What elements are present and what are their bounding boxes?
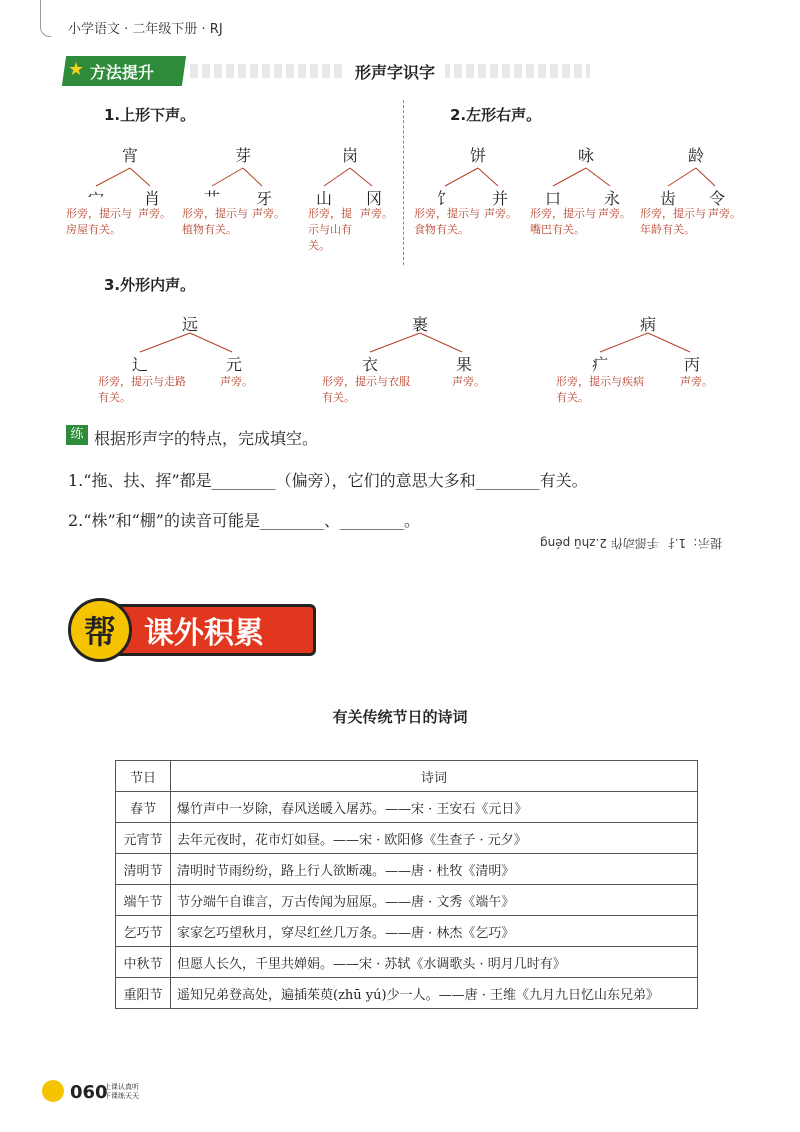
method-badge-label: 方法提升 [90, 62, 155, 82]
char-radical: 饣 [437, 189, 454, 208]
extra-banner [104, 604, 316, 656]
radical-note: 形旁，提示与嘴巴有关。 [530, 207, 596, 236]
radical-note: 形旁，提示与植物有关。 [182, 207, 248, 236]
table-row [116, 947, 698, 978]
char-radical: 辶 [132, 355, 149, 374]
char-main: 岗 [342, 146, 359, 165]
table-row [116, 978, 698, 1009]
festival-cell: 端午节 [116, 885, 171, 916]
poem-cell: 清明时节雨纷纷，路上行人欲断魂。——唐 · 杜牧《清明》 [171, 854, 698, 885]
phonetic-note: 声旁。 [360, 207, 393, 220]
festival-cell: 春节 [116, 792, 171, 823]
char-phonetic: 冈 [366, 189, 383, 208]
phonetic-note: 声旁。 [708, 207, 741, 220]
radical-note: 形旁，提示与衣服有关。 [322, 375, 410, 404]
phonetic-note: 声旁。 [220, 375, 253, 388]
practice-tag: 练 [66, 425, 88, 445]
phonetic-note: 声旁。 [138, 207, 171, 220]
radical-note: 形旁，提示与房屋有关。 [66, 207, 132, 236]
question-1: 1.“拖、扶、挥”都是________（偏旁），它们的意思大多和________有关。 [68, 471, 588, 490]
question-2: 2.“株”和“棚”的读音可能是________、________。 [68, 511, 420, 530]
extra-banner-label: 课外积累 [144, 616, 264, 651]
char-phonetic: 令 [709, 189, 726, 208]
char-main: 芽 [235, 146, 252, 165]
poem-cell: 但愿人长久，千里共婵娟。——宋 · 苏轼《水调歌头 · 明月几时有》 [171, 947, 698, 978]
char-radical: 宀 [88, 189, 105, 208]
char-radical: 口 [545, 189, 562, 208]
radical-note: 形旁，提示与食物有关。 [414, 207, 480, 236]
col-festival: 节日 [116, 761, 171, 792]
char-radical: 齿 [660, 189, 677, 208]
char-main: 裹 [412, 315, 429, 334]
char-phonetic: 元 [226, 355, 243, 374]
festival-cell: 重阳节 [116, 978, 171, 1009]
table-row [116, 854, 698, 885]
col-poem: 诗词 [171, 761, 698, 792]
poems-table [115, 760, 698, 1009]
footer-slogan [104, 1083, 139, 1101]
char-phonetic: 并 [492, 189, 509, 208]
poem-cell: 爆竹声中一岁除，春风送暖入屠苏。——宋 · 王安石《元日》 [171, 792, 698, 823]
phonetic-note: 声旁。 [680, 375, 713, 388]
table-row [116, 792, 698, 823]
poem-cell: 家家乞巧望秋月，穿尽红丝几万条。——唐 · 林杰《乞巧》 [171, 916, 698, 947]
phonetic-note: 声旁。 [598, 207, 631, 220]
page-number: 060 [70, 1082, 108, 1103]
char-phonetic: 永 [604, 189, 621, 208]
phonetic-note: 声旁。 [452, 375, 485, 388]
method-title: 形声字识字 [345, 58, 445, 85]
page-header: 小学语文 · 二年级下册 · RJ [68, 22, 223, 37]
char-main: 病 [640, 315, 657, 334]
table-header-row [116, 761, 698, 792]
poems-title: 有关传统节日的诗词 [332, 708, 468, 726]
char-main: 宵 [122, 146, 139, 165]
radical-note: 形旁，提示与年龄有关。 [640, 207, 706, 236]
extra-circle: 帮 [68, 598, 132, 662]
poem-cell: 节分端午自谁言，万古传闻为屈原。——唐 · 文秀《端午》 [171, 885, 698, 916]
char-radical: 疒 [592, 355, 609, 374]
festival-cell: 清明节 [116, 854, 171, 885]
char-phonetic: 肖 [144, 189, 161, 208]
char-radical: 艹 [204, 189, 221, 208]
section-3-title: 3.外形内声。 [104, 276, 196, 294]
festival-cell: 乞巧节 [116, 916, 171, 947]
table-row [116, 885, 698, 916]
upside-down-answer: 提示：1.扌 手部动作 2.zhū péng [540, 536, 723, 550]
char-main: 龄 [688, 146, 705, 165]
char-phonetic: 丙 [684, 355, 701, 374]
footer-slogan-line1: 上课认真听 [104, 1083, 139, 1091]
phonetic-note: 声旁。 [484, 207, 517, 220]
char-phonetic: 牙 [256, 189, 273, 208]
table-row [116, 916, 698, 947]
section-2-title: 2.左形右声。 [450, 106, 542, 124]
poem-cell: 去年元夜时，花市灯如昼。——宋 · 欧阳修《生查子 · 元夕》 [171, 823, 698, 854]
poem-cell: 遥知兄弟登高处，遍插茱萸(zhū yú)少一人。——唐 · 王维《九月九日忆山东兄弟》 [171, 978, 698, 1009]
char-main: 饼 [470, 146, 487, 165]
char-main: 远 [182, 315, 199, 334]
char-radical: 山 [316, 189, 333, 208]
footer-slogan-line2: 下课练天天 [104, 1092, 139, 1100]
radical-note: 形旁，提示与山有关。 [308, 207, 352, 252]
practice-instruction: 根据形声字的特点，完成填空。 [94, 429, 319, 448]
char-main: 咏 [578, 146, 595, 165]
section-1-title: 1.上形下声。 [104, 106, 196, 124]
festival-cell: 元宵节 [116, 823, 171, 854]
mascot-icon [42, 1080, 64, 1102]
phonetic-note: 声旁。 [252, 207, 285, 220]
radical-note: 形旁，提示与走路有关。 [98, 375, 186, 404]
star-icon: ★ [68, 59, 85, 80]
festival-cell: 中秋节 [116, 947, 171, 978]
char-phonetic: 果 [456, 355, 473, 374]
char-radical: 衣 [362, 355, 379, 374]
table-row [116, 823, 698, 854]
radical-note: 形旁，提示与疾病有关。 [556, 375, 644, 404]
